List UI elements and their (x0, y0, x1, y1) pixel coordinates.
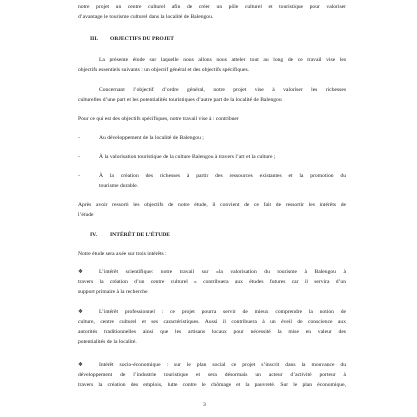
paragraph-line: L’intérêt scientifique: notre travail sur «la valorisation du tourisme à Balengou à (99, 269, 346, 275)
section-number: IV. (90, 232, 97, 238)
page-number: 3 (203, 402, 206, 408)
paragraph-line: Intérêt socio-économique : sur le plan social ce projet s’inscrit dans la mouvance du (99, 362, 346, 368)
paragraph-line: Pour ce qui est des objectifs spécifiques, notre travail vise à : contribuer (78, 116, 239, 122)
paragraph-line: autorités traditionnelles ainsi que les artisans locaux pour nécessité la mise en valeur des (78, 329, 346, 335)
dash-bullet: - (78, 154, 80, 160)
section-heading-interet: INTÉRÊT DE L’ÉTUDE (110, 232, 170, 238)
diamond-bullet-icon: ❖ (78, 269, 84, 275)
section-heading-objectifs: OBJECTIFS DU PROJET (110, 36, 175, 42)
paragraph-line: travers la création d’un centre culturel » contribuera aux études futures car il servira d’un (78, 279, 346, 285)
paragraph-line: l’étude (78, 212, 94, 218)
dash-bullet: - (78, 135, 80, 141)
paragraph-line: objectifs essentiels suivants : un objectif général et des objectifs spécifiques. (78, 67, 250, 73)
paragraph-line: L’intérêt professionnel : ce projet pourra servir de mieux comprendre la notion de (99, 309, 346, 315)
diamond-bullet-icon: ❖ (78, 362, 84, 368)
list-item: À la valorisation touristique de la culture Balengou à travers l’art et la culture ; (99, 154, 276, 160)
paragraph-line: La présente étude sur laquelle nous allons nous atteler tout au long de ce travail vise les (99, 57, 346, 63)
paragraph-line: Notre étude sera axée sur trois intérêts : (78, 251, 167, 257)
list-item: Au développement de la localité de Balengou ; (99, 135, 204, 141)
paragraph-line: culturelles d’une part et les potentialités touristiques d’autre part de la localité de Balengou (78, 97, 282, 103)
paragraph-line: Après avoir ressorti les objectifs de notre étude, il convient de ce fait de ressortir les intérêts de (78, 202, 346, 208)
dash-bullet: - (78, 173, 80, 179)
paragraph-line: Concernant l’objectif d’ordre général, notre projet vise à valoriser les richesses (99, 87, 346, 93)
paragraph-line: culture, centre culturel et ses caractéristiques. Aussi il contribuera à un éveil de conscience aux (78, 319, 346, 325)
paragraph-line: potentialités de la localité. (78, 339, 137, 345)
paragraph-line: d’avantage le tourisme culturel dans la localité de Balengou. (78, 14, 214, 20)
paragraph-line: notre projet un centre culturel afin de créer un pôle culturel et touristique pour valoriser (78, 4, 346, 10)
list-item: À la création des richesses à partir des ressources existantes et la promotion du (99, 173, 346, 179)
paragraph-line: travers la création des emplois, lutte contre le chômage et la pauvreté. Sur le plan économique, (78, 382, 346, 388)
paragraph-line: support primaire à la recherche (78, 289, 148, 295)
list-item: tourisme durable. (99, 183, 139, 189)
paragraph-line: développement de l’industrie touristique et sera désormais un acteur d’activité porteur à (78, 372, 346, 378)
diamond-bullet-icon: ❖ (78, 309, 84, 315)
section-number: III. (90, 36, 98, 42)
